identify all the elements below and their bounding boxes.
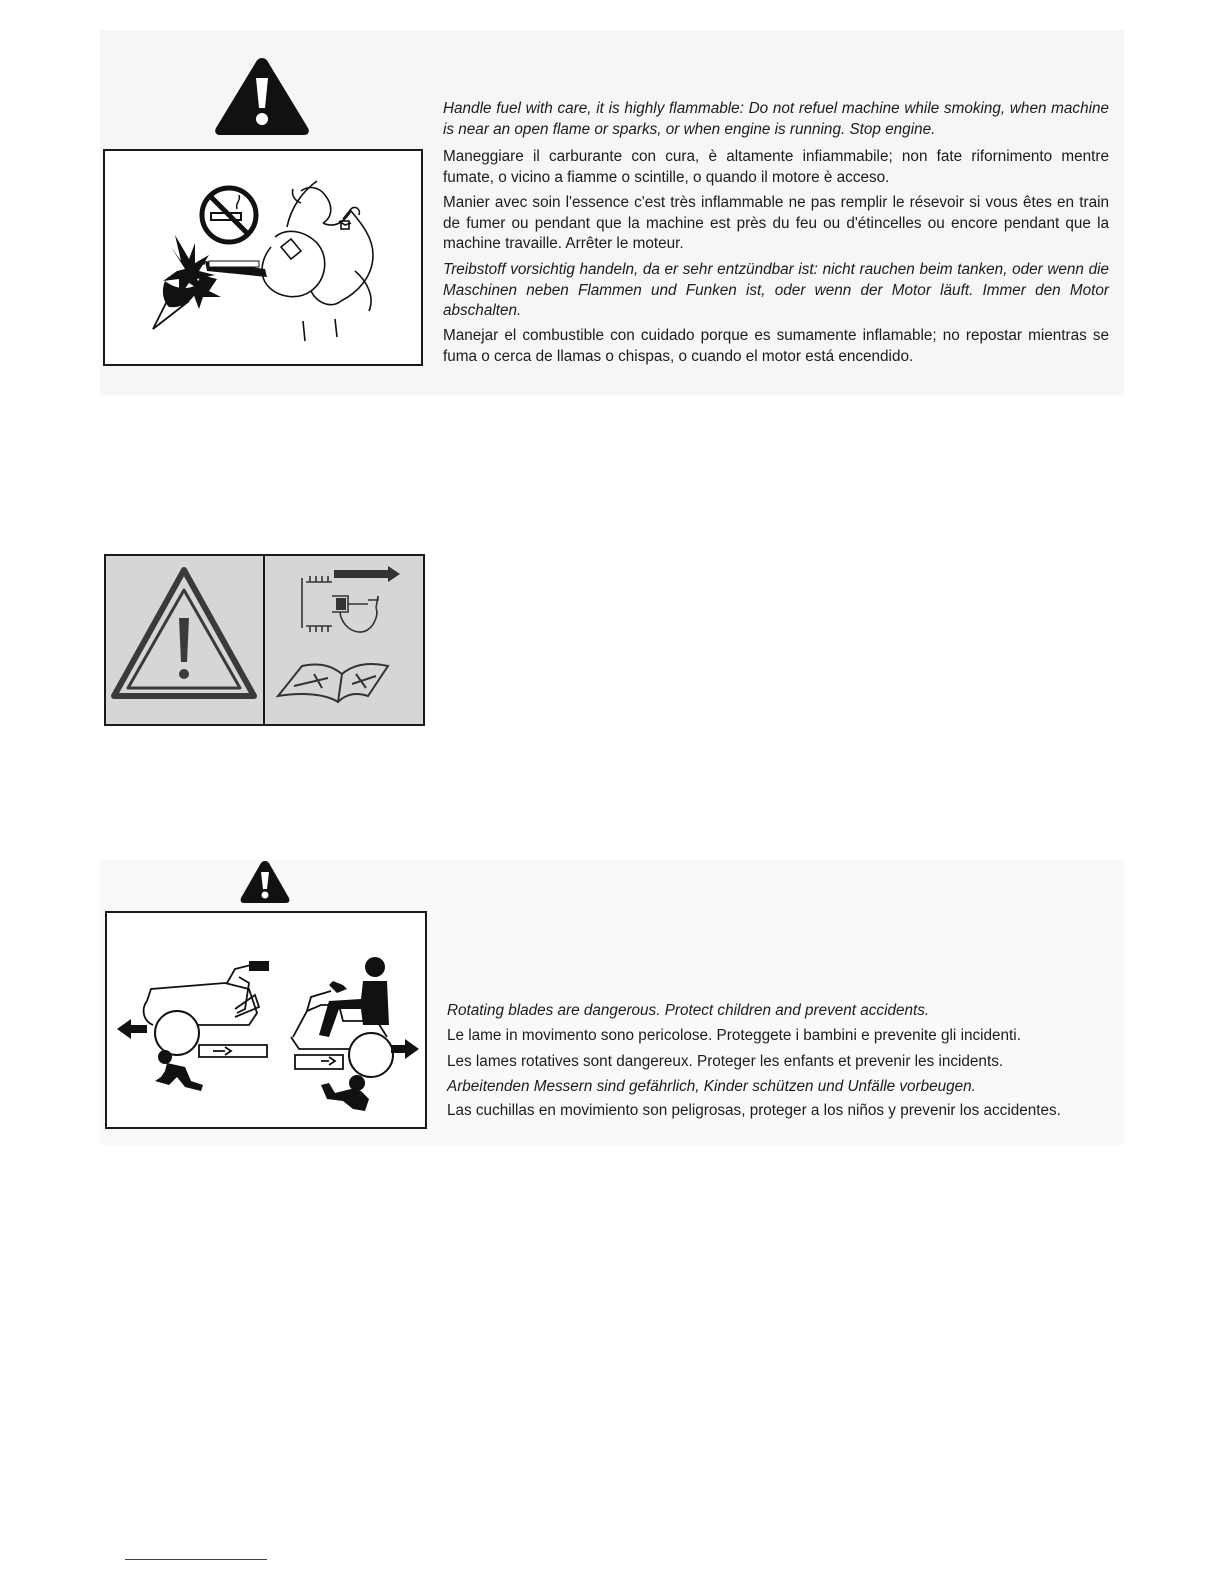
warning-triangle-icon	[114, 570, 254, 696]
blades-text-es: Las cuchillas en movimiento son peligrosas, proteger a los niños y prevenir los accidentes.	[447, 1102, 1061, 1119]
footnote-separator	[125, 1559, 267, 1560]
mower-children-pictogram	[105, 911, 427, 1129]
fuel-text-en: Handle fuel with care, it is highly flammable: Do not refuel machine while smoking, when machine is near an open flame or sparks, or when engine is running. Stop engine.	[443, 100, 1109, 138]
blades-text-en: Rotating blades are dangerous. Protect children and prevent accidents.	[447, 1002, 930, 1019]
blades-text-it: Le lame in movimento sono pericolose. Proteggete i bambini e prevenite gli incidenti.	[447, 1027, 1021, 1044]
fuel-text-de: Treibstoff vorsichtig handeln, da er sehr entzündbar ist: nicht rauchen beim tanken, oder wenn die Maschinen neben Flammen und Funken ist, oder wenn der Motor läuft. Immer den Motor abschalten.	[443, 261, 1109, 319]
spark-plug-warning-label	[104, 554, 425, 726]
refuelling-no-smoking-pictogram	[103, 149, 423, 366]
no-smoking-icon	[202, 188, 256, 242]
fuel-text-es: Manejar el combustible con cuidado porque es sumamente inflamable; no repostar mientras se fuma o cerca de llamas o chispas, o cuando el motor está encendido.	[443, 327, 1109, 365]
blades-text-fr: Les lames rotatives sont dangereux. Proteger les enfants et prevenir les incidents.	[447, 1053, 1004, 1070]
spark-plug-disconnect-manual-icon	[278, 566, 400, 702]
warning-triangle-icon	[214, 56, 310, 136]
fuel-text-it: Maneggiare il carburante con cura, è altamente infiammabile; non fate rifornimento mentre fumate, o vicino a fiamme o scintille, o quando il motore è acceso.	[443, 148, 1109, 186]
blades-text-de: Arbeitenden Messern sind gefährlich, Kinder schützen und Unfälle vorbeugen.	[447, 1078, 976, 1095]
warning-triangle-icon	[240, 860, 290, 904]
fuel-text-fr: Manier avec soin l'essence c'est très inflammable ne pas remplir le résevoir si vous êtes en train de fumer ou pendant que la machine est près du feu ou d'étincelles ou encore pendant que la machine travaille. Arrêter le moteur.	[443, 194, 1109, 252]
